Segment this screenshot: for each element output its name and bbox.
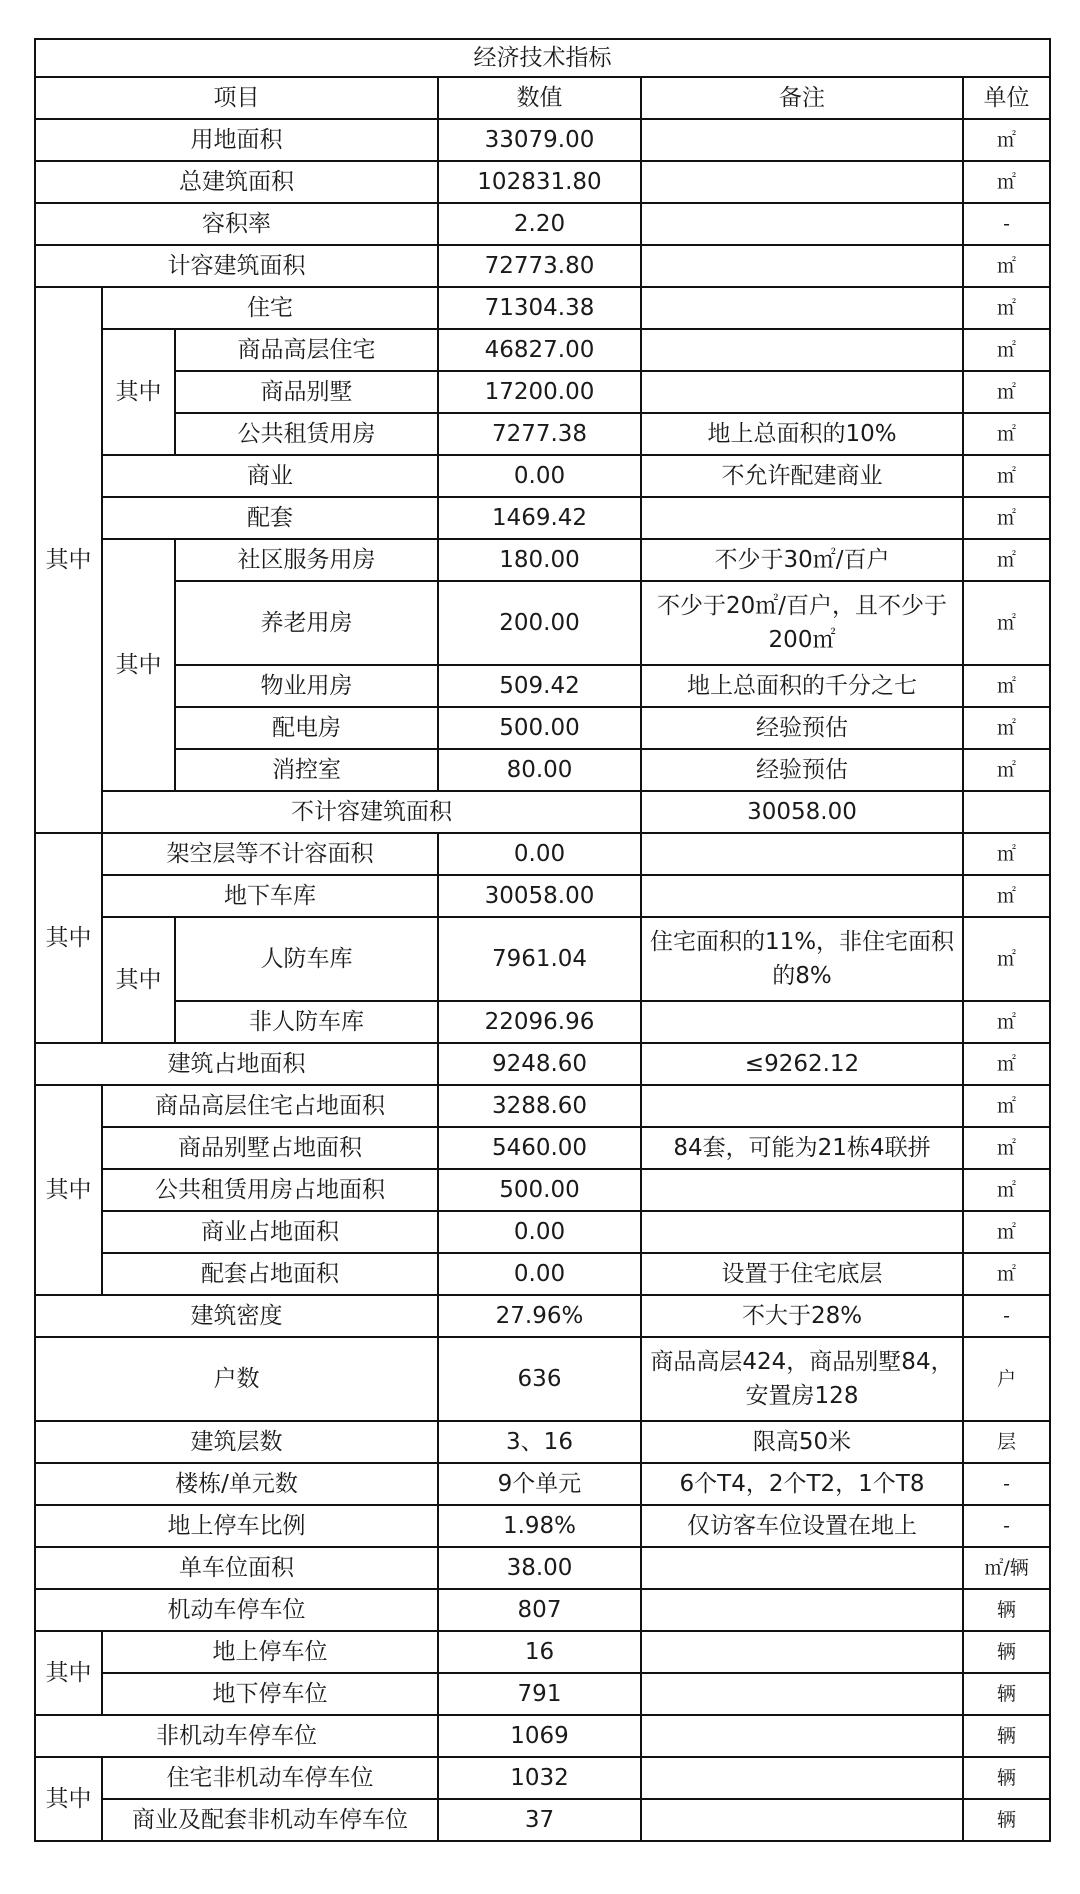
row-note: 仅访客车位设置在地上: [641, 1505, 963, 1547]
row-value: 1.98%: [438, 1505, 641, 1547]
row-label: 单车位面积: [35, 1547, 438, 1589]
row-label: 非人防车库: [175, 1001, 438, 1043]
row-unit: ㎡: [963, 539, 1050, 581]
row-note: [641, 497, 963, 539]
row-label: 非机动车停车位: [35, 1715, 438, 1757]
group-label: 其中: [35, 1631, 102, 1715]
row-unit: ㎡/辆: [963, 1547, 1050, 1589]
table-row: [35, 119, 1050, 161]
row-label: 地上停车位: [102, 1631, 438, 1673]
table-row: [35, 413, 1050, 455]
table-row: [35, 203, 1050, 245]
row-value: 27.96%: [438, 1295, 641, 1337]
row-label: 计容建筑面积: [35, 245, 438, 287]
row-value: 807: [438, 1589, 641, 1631]
subgroup-label: 其中: [102, 917, 175, 1043]
row-value: 72773.80: [438, 245, 641, 287]
row-note: [641, 1631, 963, 1673]
row-note: [641, 161, 963, 203]
row-value: 500.00: [438, 1169, 641, 1211]
row-label: 楼栋/单元数: [35, 1463, 438, 1505]
row-note: 不允许配建商业: [641, 455, 963, 497]
row-note: [963, 791, 1050, 833]
row-label: 配套: [102, 497, 438, 539]
row-value: 180.00: [438, 539, 641, 581]
row-note: [641, 1673, 963, 1715]
row-label: 住宅: [102, 287, 438, 329]
title-row: [35, 39, 1050, 77]
table-row: [35, 875, 1050, 917]
row-note: 地上总面积的10%: [641, 413, 963, 455]
row-note: [641, 1211, 963, 1253]
row-note: [641, 1547, 963, 1589]
row-label: 机动车停车位: [35, 1589, 438, 1631]
row-label: 架空层等不计容面积: [102, 833, 438, 875]
row-note: [641, 833, 963, 875]
table-row: [35, 1757, 1050, 1799]
row-unit: ㎡: [963, 1085, 1050, 1127]
group-label: 其中: [35, 833, 102, 1043]
table-title: 经济技术指标: [35, 39, 1050, 77]
row-label: 消控室: [175, 749, 438, 791]
table-row: [35, 1295, 1050, 1337]
row-note: [641, 1085, 963, 1127]
row-label: 总建筑面积: [35, 161, 438, 203]
row-label: 商业及配套非机动车停车位: [102, 1799, 438, 1841]
row-value: 7961.04: [438, 917, 641, 1001]
row-unit: ㎡: [963, 371, 1050, 413]
row-unit: ㎡: [963, 581, 1050, 665]
row-label: 建筑层数: [35, 1421, 438, 1463]
row-note: 不少于30㎡/百户: [641, 539, 963, 581]
row-label: 公共租赁用房占地面积: [102, 1169, 438, 1211]
row-unit: ㎡: [963, 1043, 1050, 1085]
row-label: 配电房: [175, 707, 438, 749]
row-unit: ㎡: [963, 161, 1050, 203]
table-row: [35, 581, 1050, 665]
row-note: [641, 119, 963, 161]
table-row: [35, 1421, 1050, 1463]
row-label: 公共租赁用房: [175, 413, 438, 455]
row-unit: ㎡: [963, 287, 1050, 329]
row-value: 509.42: [438, 665, 641, 707]
row-value: 37: [438, 1799, 641, 1841]
row-unit: ㎡: [963, 413, 1050, 455]
row-unit: ㎡: [963, 707, 1050, 749]
row-note: [641, 203, 963, 245]
row-note: 设置于住宅底层: [641, 1253, 963, 1295]
table-row: [35, 1673, 1050, 1715]
row-unit: -: [963, 1295, 1050, 1337]
table-row: [35, 1589, 1050, 1631]
row-value: 16: [438, 1631, 641, 1673]
row-value: 33079.00: [438, 119, 641, 161]
row-label: 物业用房: [175, 665, 438, 707]
row-label: 商业: [102, 455, 438, 497]
table-row: [35, 245, 1050, 287]
row-value: 3288.60: [438, 1085, 641, 1127]
table-row: [35, 161, 1050, 203]
row-value: 17200.00: [438, 371, 641, 413]
row-value: 0.00: [438, 1211, 641, 1253]
row-value: 0.00: [438, 455, 641, 497]
row-note: 限高50米: [641, 1421, 963, 1463]
row-unit: ㎡: [963, 1211, 1050, 1253]
header-item: 项目: [35, 77, 438, 119]
row-unit: 层: [963, 1421, 1050, 1463]
table-row: [35, 791, 1050, 833]
row-unit: ㎡: [963, 749, 1050, 791]
row-unit: ㎡: [963, 245, 1050, 287]
row-value: 791: [438, 1673, 641, 1715]
row-note: [641, 1169, 963, 1211]
row-unit: 辆: [963, 1799, 1050, 1841]
row-label: 建筑占地面积: [35, 1043, 438, 1085]
subgroup-label: 其中: [102, 329, 175, 455]
table-row: [35, 1253, 1050, 1295]
header-note: 备注: [641, 77, 963, 119]
row-label: 社区服务用房: [175, 539, 438, 581]
table-row: [35, 1799, 1050, 1841]
group-label: 其中: [35, 1085, 102, 1295]
row-label: 容积率: [35, 203, 438, 245]
table-row: [35, 1001, 1050, 1043]
table-row: [35, 1043, 1050, 1085]
row-value: 0.00: [438, 833, 641, 875]
table-row: [35, 371, 1050, 413]
row-value: 9248.60: [438, 1043, 641, 1085]
subgroup-label: 其中: [102, 539, 175, 791]
table-row: [35, 1631, 1050, 1673]
row-label: 商品高层住宅占地面积: [102, 1085, 438, 1127]
row-value: 1032: [438, 1757, 641, 1799]
table-row: [35, 1715, 1050, 1757]
row-note: 地上总面积的千分之七: [641, 665, 963, 707]
row-label: 商品高层住宅: [175, 329, 438, 371]
row-note: [641, 371, 963, 413]
row-unit: 辆: [963, 1757, 1050, 1799]
row-unit: -: [963, 203, 1050, 245]
table-row: [35, 707, 1050, 749]
row-unit: 户: [963, 1337, 1050, 1421]
table-row: [35, 287, 1050, 329]
table-row: [35, 539, 1050, 581]
row-unit: -: [963, 1505, 1050, 1547]
table-row: [35, 1169, 1050, 1211]
row-note: [641, 1001, 963, 1043]
table-row: [35, 1127, 1050, 1169]
row-value: 2.20: [438, 203, 641, 245]
header-row: [35, 77, 1050, 119]
row-value: 7277.38: [438, 413, 641, 455]
row-note: 经验预估: [641, 749, 963, 791]
row-note: [641, 1589, 963, 1631]
row-value: 1469.42: [438, 497, 641, 539]
row-note: 商品高层424，商品别墅84，安置房128: [641, 1337, 963, 1421]
row-value: 80.00: [438, 749, 641, 791]
row-unit: ㎡: [963, 1001, 1050, 1043]
row-label: 地下停车位: [102, 1673, 438, 1715]
table-row: [35, 1505, 1050, 1547]
row-unit: 辆: [963, 1631, 1050, 1673]
row-unit: -: [963, 1463, 1050, 1505]
row-note: ≤9262.12: [641, 1043, 963, 1085]
row-unit: 辆: [963, 1589, 1050, 1631]
row-value: 200.00: [438, 581, 641, 665]
row-value: 9个单元: [438, 1463, 641, 1505]
table-row: [35, 1337, 1050, 1421]
row-value: 636: [438, 1337, 641, 1421]
row-note: [641, 1799, 963, 1841]
table-row: [35, 1211, 1050, 1253]
row-value: 102831.80: [438, 161, 641, 203]
row-note: 84套，可能为21栋4联拼: [641, 1127, 963, 1169]
row-note: [641, 875, 963, 917]
row-label: 建筑密度: [35, 1295, 438, 1337]
row-label: 人防车库: [175, 917, 438, 1001]
table-row: [35, 665, 1050, 707]
group-label: 其中: [35, 1757, 102, 1841]
row-unit: ㎡: [963, 1253, 1050, 1295]
row-unit: ㎡: [963, 455, 1050, 497]
row-note: [641, 287, 963, 329]
row-note: [641, 1757, 963, 1799]
row-note: [641, 1715, 963, 1757]
row-value: 22096.96: [438, 1001, 641, 1043]
header-value: 数值: [438, 77, 641, 119]
table-row: [35, 1085, 1050, 1127]
row-label: 住宅非机动车停车位: [102, 1757, 438, 1799]
table-row: [35, 497, 1050, 539]
row-note: 经验预估: [641, 707, 963, 749]
header-unit: 单位: [963, 77, 1050, 119]
row-label: 不计容建筑面积: [102, 791, 641, 833]
table-row: [35, 1547, 1050, 1589]
table-row: [35, 749, 1050, 791]
row-unit: ㎡: [963, 1127, 1050, 1169]
row-value: 71304.38: [438, 287, 641, 329]
row-value: 3、16: [438, 1421, 641, 1463]
row-label: 商品别墅: [175, 371, 438, 413]
row-unit: ㎡: [963, 497, 1050, 539]
row-unit: ㎡: [963, 875, 1050, 917]
table-row: [35, 1463, 1050, 1505]
row-note: 住宅面积的11%，非住宅面积的8%: [641, 917, 963, 1001]
row-unit: ㎡: [963, 833, 1050, 875]
row-note: [641, 329, 963, 371]
row-note: 6个T4，2个T2，1个T8: [641, 1463, 963, 1505]
row-label: 地上停车比例: [35, 1505, 438, 1547]
row-value: 500.00: [438, 707, 641, 749]
row-note: 不大于28%: [641, 1295, 963, 1337]
row-note: 不少于20㎡/百户，且不少于200㎡: [641, 581, 963, 665]
row-value: 38.00: [438, 1547, 641, 1589]
row-label: 配套占地面积: [102, 1253, 438, 1295]
row-value: 46827.00: [438, 329, 641, 371]
group-label: 其中: [35, 287, 102, 833]
row-value: 5460.00: [438, 1127, 641, 1169]
table-row: [35, 833, 1050, 875]
row-unit: ㎡: [963, 665, 1050, 707]
row-unit: ㎡: [963, 329, 1050, 371]
row-unit: ㎡: [963, 119, 1050, 161]
row-unit: ㎡: [963, 917, 1050, 1001]
row-value: 30058.00: [438, 875, 641, 917]
row-label: 商业占地面积: [102, 1211, 438, 1253]
row-unit: 辆: [963, 1673, 1050, 1715]
row-label: 地下车库: [102, 875, 438, 917]
row-label: 商品别墅占地面积: [102, 1127, 438, 1169]
table-row: [35, 329, 1050, 371]
row-unit: 辆: [963, 1715, 1050, 1757]
row-unit: ㎡: [963, 1169, 1050, 1211]
row-label: 户数: [35, 1337, 438, 1421]
row-value: 30058.00: [641, 791, 963, 833]
table-row: [35, 455, 1050, 497]
row-value: 0.00: [438, 1253, 641, 1295]
econ-indicator-table: [34, 38, 1051, 1842]
econ-indicator-sheet: [34, 38, 1049, 1842]
row-note: [641, 245, 963, 287]
table-row: [35, 917, 1050, 1001]
row-label: 用地面积: [35, 119, 438, 161]
row-value: 1069: [438, 1715, 641, 1757]
row-label: 养老用房: [175, 581, 438, 665]
